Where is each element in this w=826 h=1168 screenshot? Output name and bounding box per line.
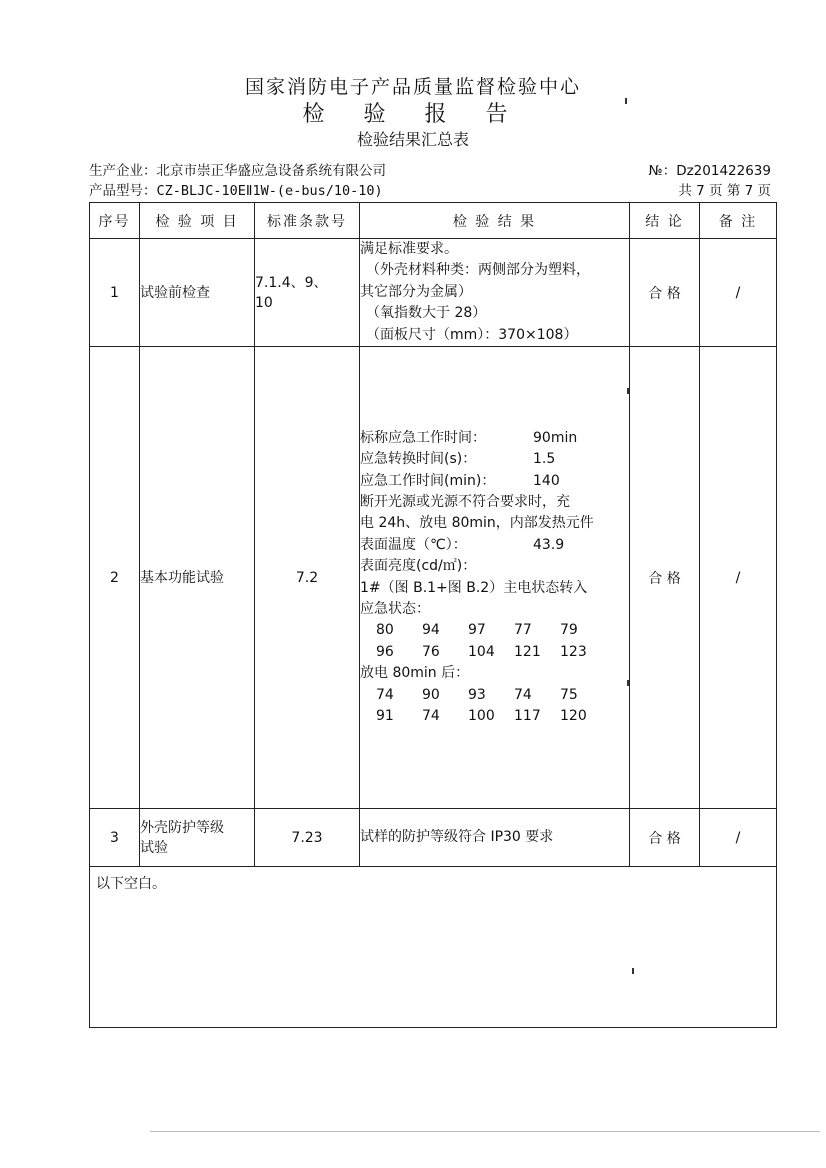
- value-cell: 90: [422, 686, 440, 703]
- row-clause: 7.23: [255, 809, 360, 867]
- value-cell: 104: [468, 643, 495, 660]
- value-cell: 96: [376, 643, 394, 660]
- row-result: [360, 239, 630, 347]
- result-kv-line: [360, 471, 629, 492]
- kv-key: 标称应急工作时间：: [360, 429, 486, 446]
- report-number-label: №：: [648, 163, 677, 179]
- table-footer-row: [90, 867, 777, 1028]
- item-line: 外壳防护等级: [140, 819, 224, 836]
- table-row: [90, 239, 777, 347]
- header-result: 检 验 结 果: [360, 203, 630, 239]
- result-kv-line: [360, 449, 629, 470]
- header-clause: 标准条款号: [255, 203, 360, 239]
- kv-key: 表面温度（℃）：: [360, 536, 467, 553]
- value-cell: 74: [376, 686, 394, 703]
- value-cell: 79: [560, 622, 578, 639]
- result-line: 1#（图 B.1+图 B.2）主电状态转入: [360, 579, 588, 596]
- row-result: [360, 347, 630, 809]
- row-item: [140, 809, 255, 867]
- manufacturer-value: 北京市崇正华盛应急设备系统有限公司: [156, 163, 386, 179]
- scan-mark: [625, 98, 627, 104]
- header-conclusion: 结 论: [630, 203, 700, 239]
- row-clause: 7.2: [255, 347, 360, 809]
- result-line: 表面亮度(cd/㎡)：: [360, 558, 477, 575]
- kv-key: 应急工作时间(min)：: [360, 472, 496, 489]
- summary-title: 检验结果汇总表: [356, 130, 469, 149]
- value-cell: 80: [376, 622, 394, 639]
- value-row: [360, 642, 629, 663]
- kv-value: 90min: [533, 429, 578, 446]
- value-row: [360, 685, 629, 706]
- result-line: 断开光源或光源不符合要求时，充: [360, 493, 570, 510]
- value-cell: 74: [422, 707, 440, 724]
- value-cell: 93: [468, 686, 486, 703]
- value-cell: 100: [468, 707, 495, 724]
- model-label: 产品型号：: [89, 183, 157, 199]
- report-number-value: Dz201422639: [676, 163, 771, 179]
- value-cell: 123: [560, 643, 587, 660]
- table-header-row: [90, 203, 777, 239]
- row-item: 基本功能试验: [140, 347, 255, 809]
- row-conclusion: 合 格: [630, 809, 700, 867]
- row-number: 1: [90, 239, 140, 347]
- value-cell: 121: [514, 643, 541, 660]
- value-cell: 94: [422, 622, 440, 639]
- kv-value: 1.5: [533, 451, 556, 468]
- row-number: 2: [90, 347, 140, 809]
- row-remark: /: [700, 347, 777, 809]
- value-cell: 97: [468, 622, 486, 639]
- scan-edge-line: [150, 1131, 820, 1132]
- result-line: 放电 80min 后：: [360, 665, 470, 682]
- result-line: （外壳材料种类：两侧部分为塑料，: [366, 262, 590, 279]
- result-line: （氧指数大于 28）: [366, 305, 487, 322]
- header-item: 检 验 项 目: [140, 203, 255, 239]
- model-line: [89, 179, 383, 199]
- value-cell: 91: [376, 707, 394, 724]
- row-conclusion: 合 格: [630, 347, 700, 809]
- result-line: 应急状态：: [360, 600, 430, 617]
- header-no: 序号: [90, 203, 140, 239]
- row-result: 试样的防护等级符合 IP30 要求: [360, 809, 630, 867]
- organization-title: 国家消防电子产品质量监督检验中心: [244, 76, 581, 98]
- value-cell: 77: [514, 622, 532, 639]
- report-number-line: [649, 159, 771, 179]
- scan-mark: [627, 680, 629, 686]
- kv-key: 应急转换时间(s)：: [360, 451, 477, 468]
- result-line: （面板尺寸（mm）：370×108）: [366, 326, 578, 343]
- row-clause: [255, 239, 360, 347]
- header-remark: 备 注: [700, 203, 777, 239]
- blank-notice: 以下空白。: [90, 867, 777, 1028]
- page-count: 共 7 页 第 7 页: [678, 183, 771, 199]
- manufacturer-line: [89, 159, 386, 179]
- result-line: 电 24h、放电 80min，内部发热元件: [360, 515, 594, 532]
- result-kv-line: [360, 535, 629, 556]
- row-item: 试验前检查: [140, 239, 255, 347]
- row-conclusion: 合 格: [630, 239, 700, 347]
- value-row: [360, 706, 629, 727]
- report-title: 检 验 报 告: [302, 102, 524, 127]
- table-row: [90, 347, 777, 809]
- value-cell: 120: [560, 707, 587, 724]
- result-line: 满足标准要求。: [360, 241, 458, 257]
- item-line: 试验: [140, 839, 168, 856]
- clause-line: 10: [255, 294, 273, 311]
- result-line: 其它部分为金属）: [360, 283, 472, 300]
- clause-line: 7.1.4、9、: [255, 274, 328, 291]
- scan-mark: [632, 968, 634, 974]
- manufacturer-label: 生产企业：: [89, 163, 157, 179]
- result-kv-line: [360, 428, 629, 449]
- results-table: [89, 202, 777, 1028]
- kv-value: 140: [533, 472, 560, 489]
- value-row: [360, 620, 629, 641]
- value-cell: 117: [514, 707, 541, 724]
- row-remark: /: [700, 809, 777, 867]
- row-remark: /: [700, 239, 777, 347]
- value-cell: 75: [560, 686, 578, 703]
- value-cell: 74: [514, 686, 532, 703]
- value-cell: 76: [422, 643, 440, 660]
- kv-value: 43.9: [533, 536, 565, 553]
- row-number: 3: [90, 809, 140, 867]
- table-row: [90, 809, 777, 867]
- model-value: CZ-BLJC-10EⅡ1W-(e-bus/10-10): [156, 183, 383, 199]
- scan-mark: [627, 388, 629, 394]
